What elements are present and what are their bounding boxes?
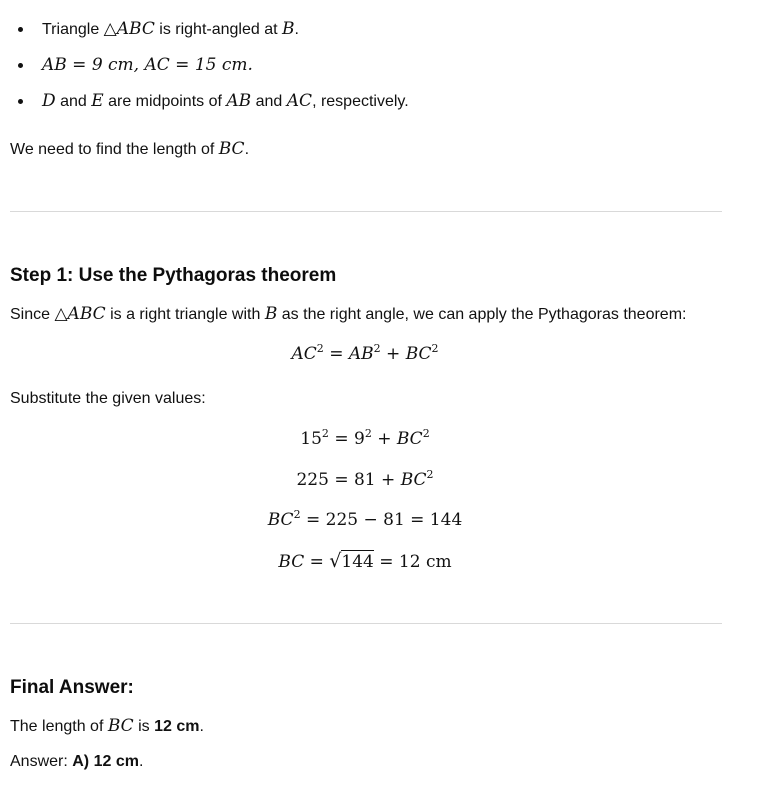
final-answer-heading: Final Answer: bbox=[10, 677, 134, 698]
bullet-icon bbox=[18, 63, 23, 68]
list-item: D and E are midpoints of AB and AC, respectively. bbox=[0, 88, 760, 124]
section-divider bbox=[10, 623, 722, 624]
length-statement: The length of BC is 12 cm. bbox=[10, 716, 204, 736]
section-divider bbox=[10, 211, 722, 212]
step1-intro: Since △ABC is a right triangle with B as the right angle, we can apply the Pythagoras theorem: bbox=[10, 304, 687, 324]
answer-statement: Answer: A) 12 cm. bbox=[10, 753, 144, 770]
math-expression: AB bbox=[226, 91, 252, 111]
math-expression: AC bbox=[286, 91, 313, 111]
equation-line: $BC^2 = 225 - 81 = 144$ bbox=[267, 508, 463, 530]
length-value: 12 cm bbox=[154, 718, 200, 735]
equation-line: BC = √144 = 12 cm bbox=[278, 550, 452, 572]
answer-value: A) 12 cm bbox=[72, 753, 139, 770]
list-item bbox=[0, 52, 760, 88]
math-expression: E bbox=[91, 91, 104, 111]
bullet-icon bbox=[18, 27, 23, 32]
math-expression: AB = 9 cm, AC = 15 cm. bbox=[42, 55, 253, 75]
math-expression: △ABC bbox=[103, 19, 155, 39]
math-expression: B bbox=[264, 304, 278, 324]
pythagoras-formula: $AC^2 = AB^2 + BC^2$ bbox=[291, 342, 439, 364]
substitute-label: Substitute the given values: bbox=[10, 390, 206, 407]
step1-heading: Step 1: Use the Pythagoras theorem bbox=[10, 265, 337, 286]
equation-line: $225 = 81 + BC^2$ bbox=[296, 468, 434, 490]
given-list bbox=[0, 16, 760, 124]
math-expression: D bbox=[42, 91, 56, 111]
math-expression: B bbox=[282, 19, 295, 39]
math-expression: BC bbox=[107, 716, 134, 736]
bullet-icon bbox=[18, 99, 23, 104]
sqrt-icon: √ bbox=[329, 550, 342, 572]
equation-line: $15^2 = 9^2 + BC^2$ bbox=[300, 427, 430, 449]
math-expression: △ABC bbox=[54, 304, 106, 324]
math-expression: BC bbox=[218, 139, 245, 159]
list-item: Triangle △ABC is right-angled at B. bbox=[0, 16, 760, 52]
goal-statement: We need to find the length of BC. bbox=[10, 139, 250, 159]
